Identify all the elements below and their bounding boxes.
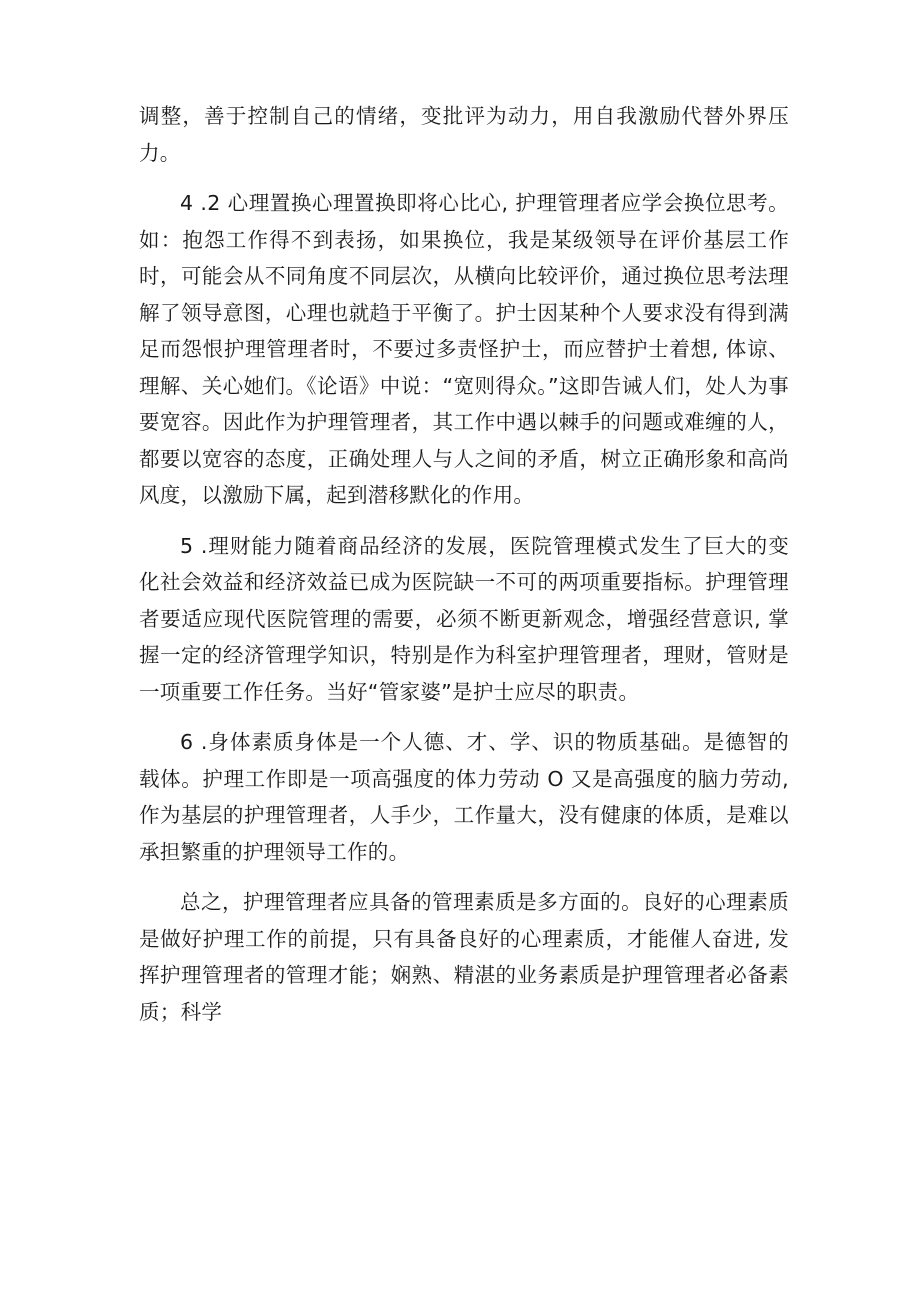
paragraph-gap [139,710,789,724]
paragraph-section-6: 6 .身体素质身体是一个人德、才、学、识的物质基础。是德智的载体。护理工作即是一项高强度的体力劳动 O 又是高强度的脑力劳动, 作为基层的护理管理者，人手少，工作量大，没有健康的体质，是难以承担繁重的护理领导工作的。 [139,730,789,864]
paragraph-continuation: 调整，善于控制自己的情绪，变批评为动力，用自我激励代替外界压力。 [139,104,789,165]
paragraph-gap [139,171,789,185]
paragraph-gap [139,870,789,884]
paragraph-section-5: 5 .理财能力随着商品经济的发展，医院管理模式发生了巨大的变化社会效益和经济效益已成为医院缺一不可的两项重要指标。护理管理者要适应现代医院管理的需要，必须不断更新观念，增强经营意识, 掌握一定的经济管理学知识，特别是作为科室护理管理者，理财，管财是一项重要工作任务。当好“管家婆”是护士应尽的职责。 [139,533,789,704]
document-body [139,98,789,1030]
paragraph-section-4-2: 4 .2 心理置换心理置换即将心比心, 护理管理者应学会换位思考。如：抱怨工作得不到表扬，如果换位，我是某级领导在评价基层工作时，可能会从不同角度不同层次，从横向比较评价，通过换位思考法理解了领导意图，心理也就趋于平衡了。护士因某种个人要求没有得到满足而怨恨护理管理者时，不要过多责怪护士，而应替护士着想, 体谅、理解、关心她们。《论语》中说：“宽则得众。”这即告诫人们，处人为事要宽容。因此作为护理管理者，其工作中遇以棘手的问题或难缠的人，都要以宽容的态度，正确处理人与人之间的矛盾，树立正确形象和高尚风度，以激励下属，起到潜移默化的作用。 [139,191,789,507]
paragraph-gap [139,514,789,528]
paragraph-summary: 总之，护理管理者应具备的管理素质是多方面的。良好的心理素质是做好护理工作的前提，只有具备良好的心理素质，才能催人奋进, 发挥护理管理者的管理才能；娴熟、精湛的业务素质是护理管理者必备素质；科学 [139,890,789,1024]
